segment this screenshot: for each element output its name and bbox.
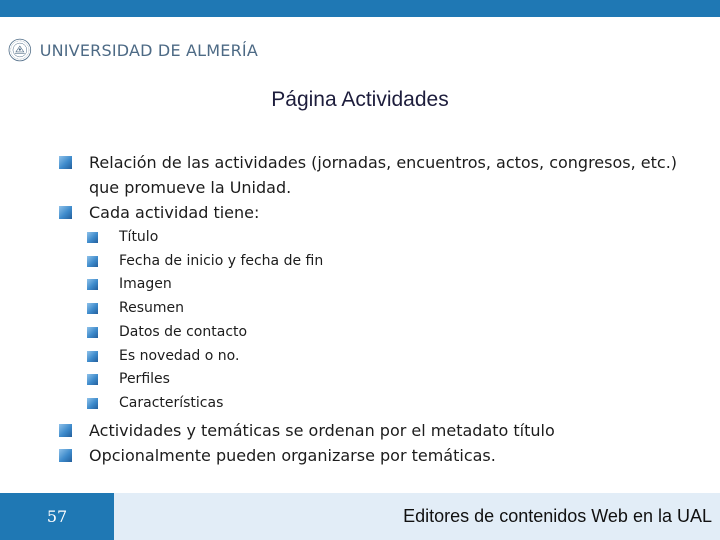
sub-bullet-item: Fecha de inicio y fecha de fin xyxy=(87,250,687,274)
bullet-item xyxy=(57,418,687,443)
bullet-item xyxy=(57,443,687,468)
bullet-list xyxy=(57,150,687,468)
footer-banner xyxy=(114,493,720,540)
sub-bullet-item: Perfiles xyxy=(87,368,687,392)
bullet-text: Actividades y temáticas se ordenan por el metadato título xyxy=(89,420,555,440)
bullet-text: Relación de las actividades (jornadas, encuentros, actos, congresos, etc.) que promueve la Unidad. xyxy=(89,153,678,197)
university-logo xyxy=(8,25,258,75)
slide-title: Página Actividades xyxy=(271,88,449,111)
sub-bullet-item: Es novedad o no. xyxy=(87,345,687,369)
footer-text: Editores de contenidos Web en la UAL xyxy=(403,506,712,526)
top-bar xyxy=(0,0,720,17)
university-seal-icon xyxy=(8,26,32,74)
bullet-text: Cada actividad tiene: xyxy=(89,203,260,222)
sub-bullet-item: Datos de contacto xyxy=(87,321,687,345)
sub-bullet-item: Título xyxy=(87,226,687,250)
sub-bullet-item: Resumen xyxy=(87,297,687,321)
sub-bullet-list xyxy=(89,226,687,416)
footer-page-box xyxy=(0,493,114,540)
bullet-text: Opcionalmente pueden organizarse por temáticas. xyxy=(89,445,496,465)
sub-bullet-item: Características xyxy=(87,392,687,416)
sub-bullet-item: Imagen xyxy=(87,273,687,297)
bullet-item xyxy=(57,150,687,200)
bullet-item xyxy=(57,200,687,416)
page-number: 57 xyxy=(46,507,68,526)
university-name: UNIVERSIDAD DE ALMERÍA xyxy=(39,40,258,60)
